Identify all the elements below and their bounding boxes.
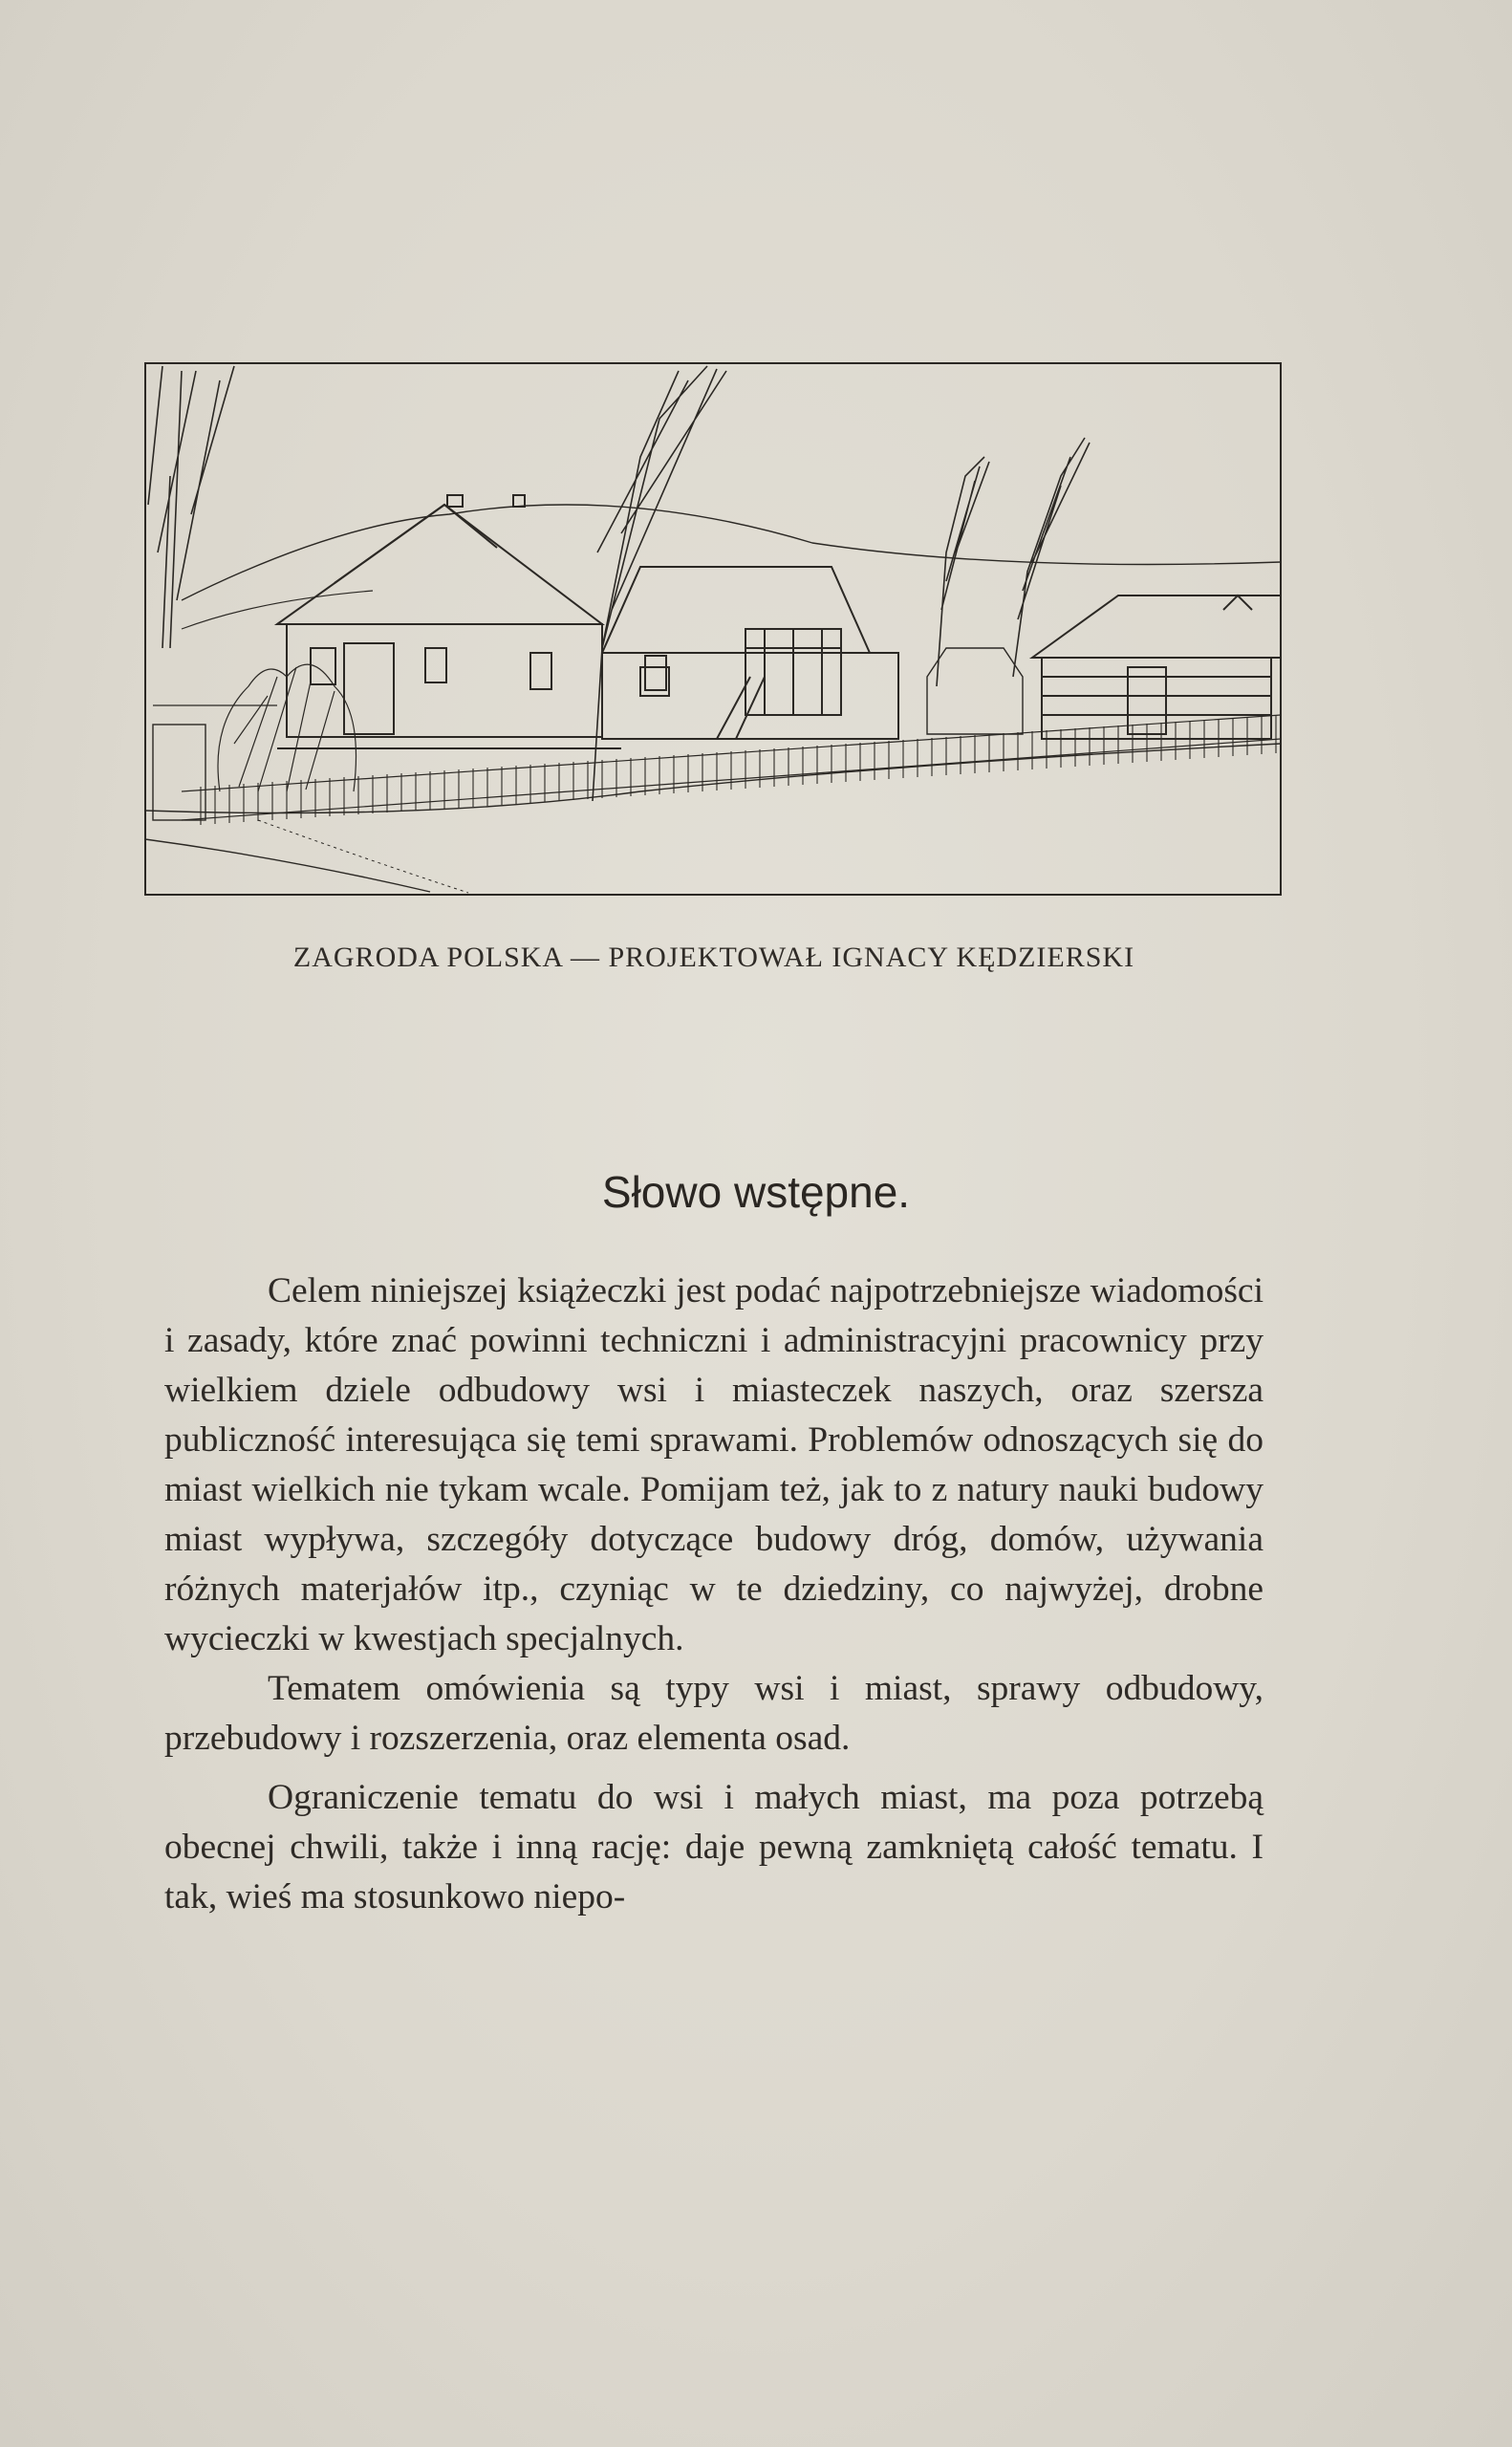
- gate: [153, 725, 205, 820]
- paragraph: Tematem omówienia są typy wsi i miast, sprawy odbudowy, przebudowy i rozszerzenia, oraz elementa osad.: [164, 1669, 1264, 1758]
- side-house: [602, 567, 898, 739]
- poplar-trees: [148, 366, 1090, 801]
- paragraph: Celem niniejszej książeczki jest podać najpotrzebniejsze wiadomości i zasady, które znać powinni techniczni i administracyjni pracownicy przy wielkiem dziele odbudowy wsi i miasteczek naszych, oraz szersza publiczność interesująca się temi sprawami. Problemów odnoszących się do miast wielkich nie tykam wcale. Pomijam też, jak to z natury nauki budowy miast wypływa, szczegóły dotyczące budowy dróg, domów, używania różnych materjałów itp., czyniąc w te dziedziny, co najwyżej, drobne wycieczki w kwestjach specjalnych.: [164, 1271, 1264, 1658]
- hill-line: [182, 505, 1281, 600]
- farmstead-drawing: [143, 361, 1285, 897]
- section-heading: Słowo wstępne.: [601, 1167, 911, 1217]
- paragraph: Ograniczenie tematu do wsi i małych miast, ma poza potrzebą obecnej chwili, także i inną rację: daje pewną zamkniętą całość tematu. I tak, wieś ma stosunkowo niepo-: [164, 1778, 1264, 1916]
- body-text: [164, 1267, 1264, 1922]
- illustration-caption: ZAGRODA POLSKA — PROJEKTOWAŁ IGNACY KĘDZIERSKI: [292, 942, 1135, 973]
- farmstead-illustration: [143, 361, 1285, 897]
